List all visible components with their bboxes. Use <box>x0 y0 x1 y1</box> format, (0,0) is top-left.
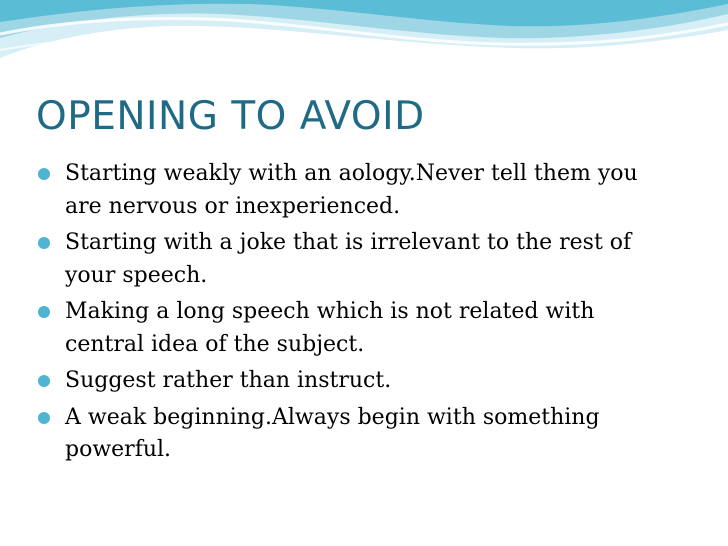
bullet-item <box>36 227 676 292</box>
bullet-item <box>36 158 676 223</box>
bullet-dot-icon <box>38 375 50 387</box>
bullet-dot-icon <box>38 237 50 249</box>
bullet-dot-icon <box>38 306 50 318</box>
bullet-dot-icon <box>38 168 50 180</box>
bullet-item <box>36 402 676 467</box>
bullet-dot-icon <box>38 412 50 424</box>
bullet-text: Suggest rather than instruct. <box>65 368 392 393</box>
bullet-text: Making a long speech which is not related with central idea of the subject. <box>65 299 595 357</box>
bullet-text: Starting with a joke that is irrelevant to the rest of your speech. <box>65 230 632 288</box>
bullet-item <box>36 296 676 361</box>
bullet-text: A weak beginning.Always begin with something powerful. <box>65 404 600 462</box>
bullet-list <box>36 158 676 471</box>
slide-title: OPENING TO AVOID <box>36 94 425 139</box>
decorative-wave-banner <box>0 0 728 90</box>
bullet-text: Starting weakly with an aology.Never tell them you are nervous or inexperienced. <box>65 161 638 219</box>
bullet-item <box>36 365 676 398</box>
